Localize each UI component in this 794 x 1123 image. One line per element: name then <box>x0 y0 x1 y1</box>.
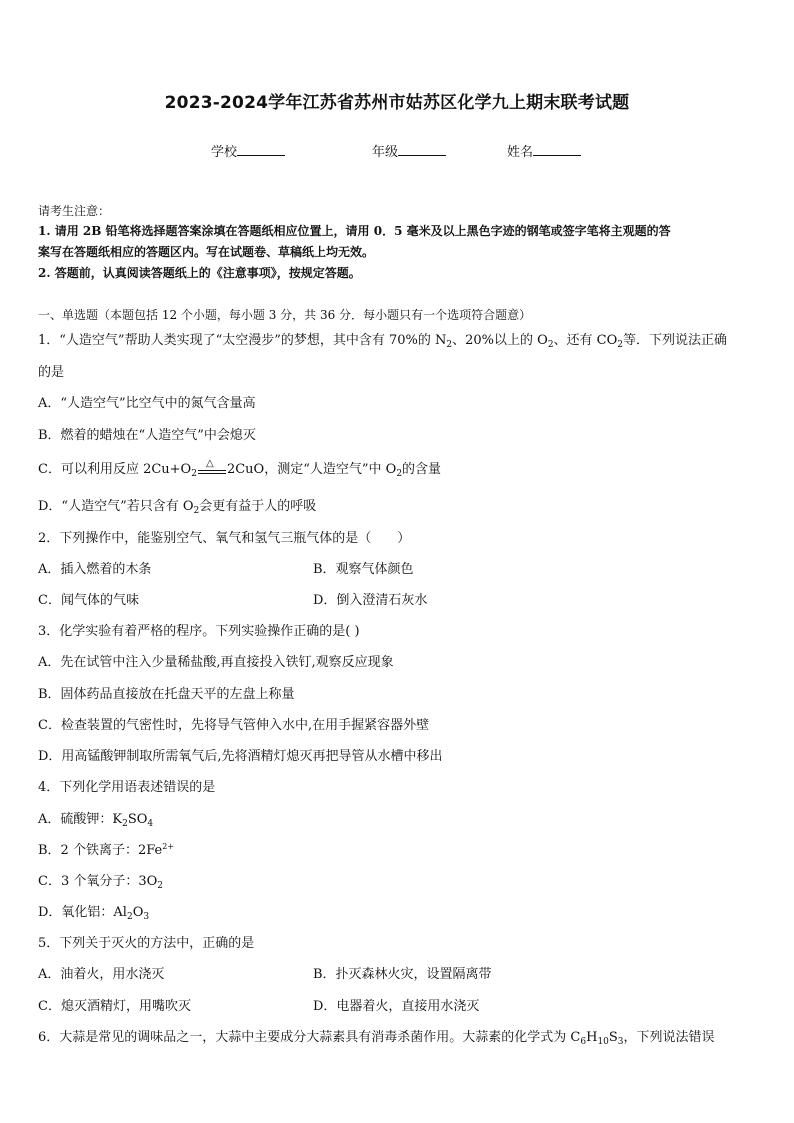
grade-blank[interactable] <box>398 143 446 156</box>
q1-option-b[interactable]: B．燃着的蜡烛在“人造空气”中会熄灭 <box>38 428 256 443</box>
heat-equals-sign: △ <box>198 461 226 475</box>
q3-option-d[interactable]: D．用高锰酸钾制取所需氧气后,先将酒精灯熄灭再把导管从水槽中移出 <box>38 749 443 764</box>
q3-option-b[interactable]: B．固体药品直接放在托盘天平的左盘上称量 <box>38 687 295 702</box>
q2-option-c[interactable]: C．闻气体的气味 <box>38 593 139 608</box>
school-field[interactable] <box>211 141 285 160</box>
q5-option-c[interactable]: C．熄灭酒精灯，用嘴吹灭 <box>38 999 191 1014</box>
grade-label: 年级 <box>372 145 399 160</box>
q4-option-b[interactable]: B．2 个铁离子：$2Fe^{2+}$ <box>38 842 175 858</box>
notice-line-2: 2. 答题前，认真阅读答题纸上的《注意事项》，按规定答题。 <box>38 266 361 280</box>
page-title: 2023-2024学年江苏省苏州市姑苏区化学九上期末联考试题 <box>164 93 630 113</box>
q5-option-d[interactable]: D．电器着火，直接用水浇灭 <box>313 999 480 1014</box>
q2-stem: 2．下列操作中，能鉴别空气、氧气和氢气三瓶气体的是（ ） <box>38 531 411 546</box>
q5-option-a[interactable]: A．油着火，用水浇灭 <box>38 967 165 982</box>
q4-stem: 4．下列化学用语表述错误的是 <box>38 780 216 795</box>
school-blank[interactable] <box>237 143 285 156</box>
q1-option-d[interactable]: D．“人造空气”若只含有 $O_2$会更有益于人的呼吸 <box>38 499 317 516</box>
name-blank[interactable] <box>533 143 581 156</box>
q3-stem: 3．化学实验有着严格的程序。下列实验操作正确的是( ) <box>38 624 360 639</box>
q1-stem: 1．“人造空气”帮助人类实现了“太空漫步”的梦想，其中含有 70%的 $N_2$、20%以上的 $O_2$、还有 $CO_2$等．下列说法正确 <box>38 333 728 350</box>
q1-option-a[interactable]: A．“人造空气”比空气中的氮气含量高 <box>38 396 256 411</box>
q2-option-a[interactable]: A．插入燃着的木条 <box>38 562 152 577</box>
q3-option-c[interactable]: C．检查装置的气密性时，先将导气管伸入水中,在用手握紧容器外壁 <box>38 718 430 733</box>
name-label: 姓名 <box>507 145 534 160</box>
q2-option-d[interactable]: D．倒入澄清石灰水 <box>313 593 428 608</box>
q4-option-d[interactable]: D．氧化铝：$Al_2O_3$ <box>38 905 150 922</box>
notice-heading: 请考生注意： <box>38 204 111 218</box>
notice-line-1b: 案写在答题纸相应的答题区内。写在试题卷、草稿纸上均无效。 <box>38 245 375 259</box>
q1-option-c[interactable]: C．可以利用反应 $2Cu+O_2$ △ 2CuO，测定“人造空气”中 $O_2$的含量 <box>38 458 442 479</box>
notice-line-1: 1. 请用 2B 铅笔将选择题答案涂填在答题纸相应位置上，请用 0．5 毫米及以上黑色字迹的钢笔或签字笔将主观题的答 <box>38 224 671 238</box>
q4-option-c[interactable]: C．3 个氧分子：$3O_2$ <box>38 874 164 891</box>
q5-option-b[interactable]: B．扑灭森林火灾，设置隔离带 <box>313 967 492 982</box>
q5-stem: 5．下列关于灭火的方法中，正确的是 <box>38 936 255 951</box>
school-label: 学校 <box>211 145 238 160</box>
q2-option-b[interactable]: B．观察气体颜色 <box>313 562 414 577</box>
q1-stem-cont: 的是 <box>38 365 65 380</box>
section-heading: 一、单选题（本题包括 12 个小题，每小题 3 分，共 36 分．每小题只有一个选项符合题意） <box>38 308 532 322</box>
q6-stem: 6．大蒜是常见的调味品之一，大蒜中主要成分大蒜素具有消毒杀菌作用。大蒜素的化学式为 $C_6H_{10}S_3$，下列说法错误 <box>38 1030 715 1047</box>
name-field[interactable] <box>507 141 581 160</box>
q3-option-a[interactable]: A．先在试管中注入少量稀盐酸,再直接投入铁钉,观察反应现象 <box>38 655 394 670</box>
q4-option-a[interactable]: A．硫酸钾：$K_2SO_4$ <box>38 812 154 829</box>
grade-field[interactable] <box>372 141 446 160</box>
